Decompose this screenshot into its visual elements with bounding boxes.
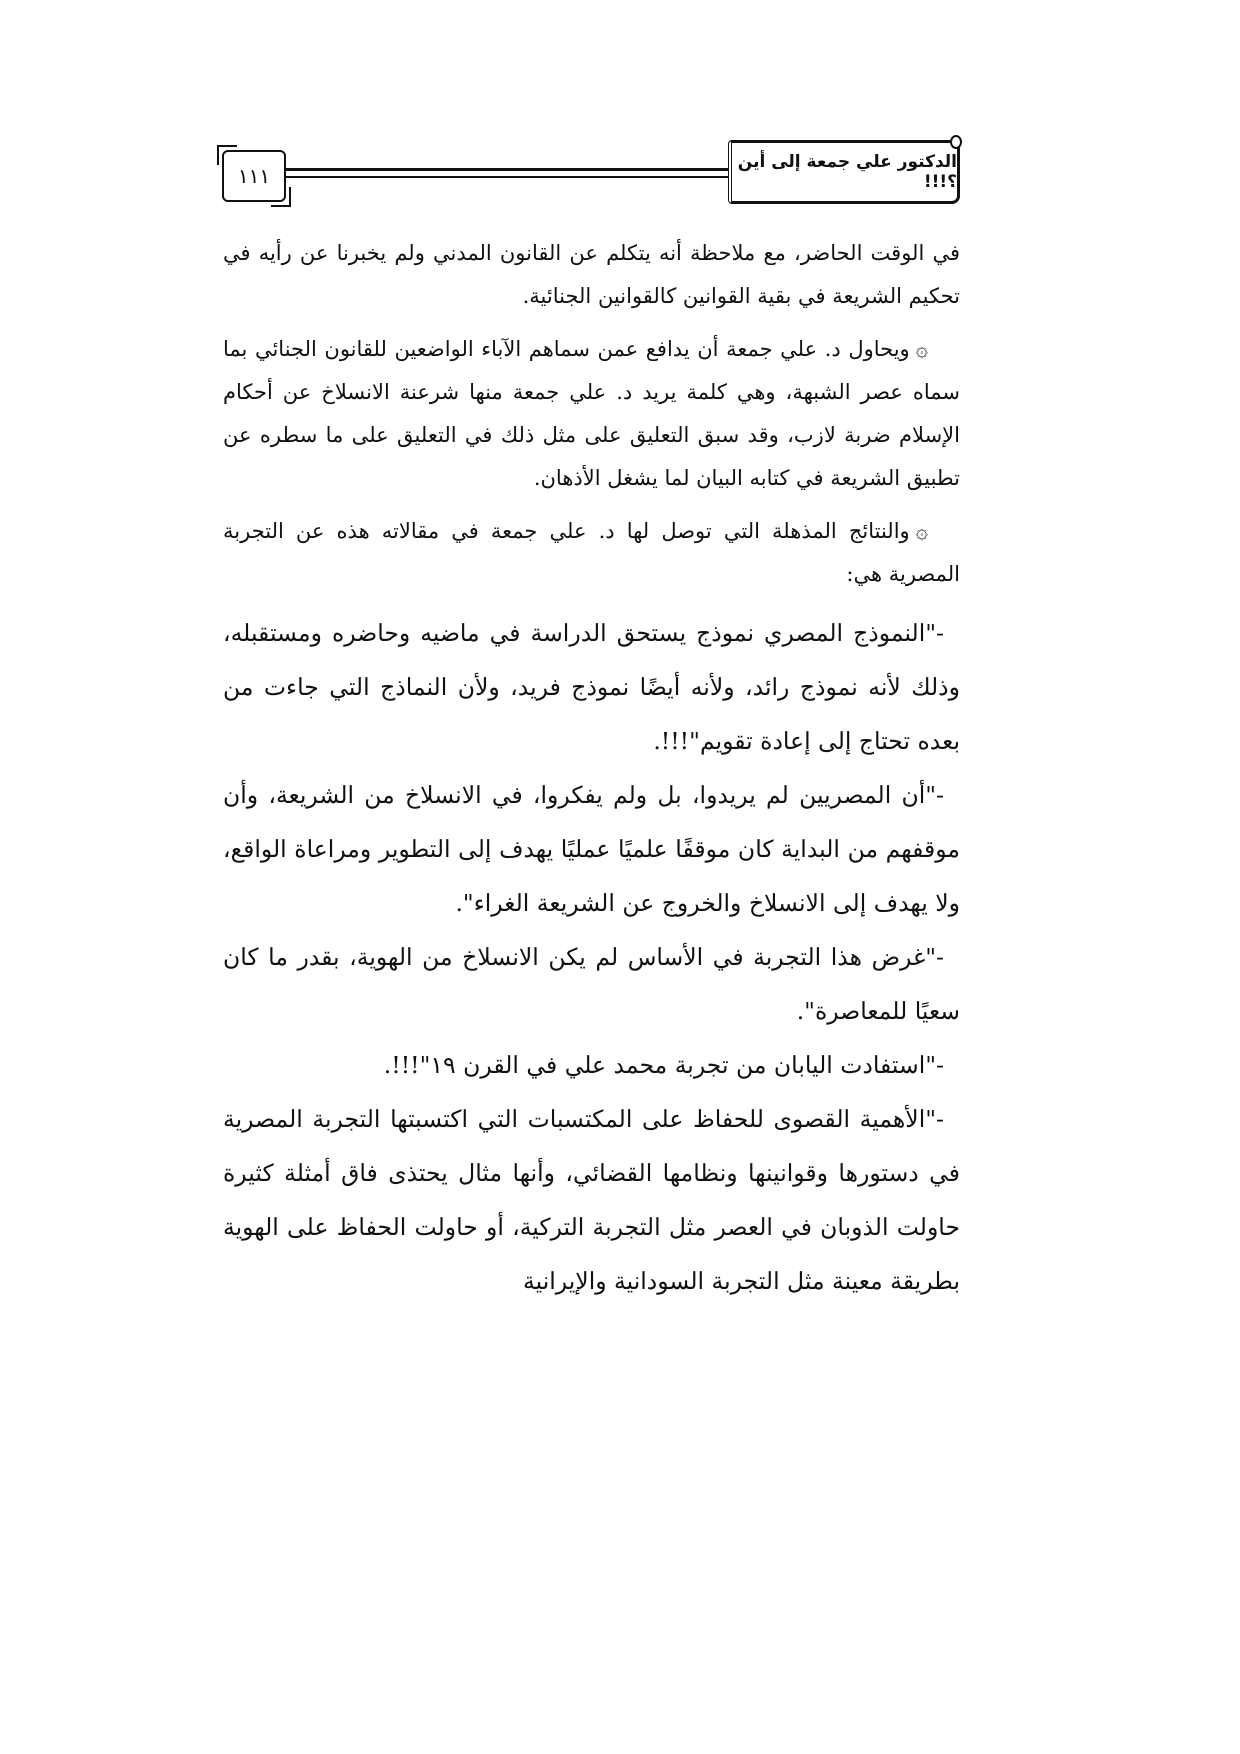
header-rule-top: [286, 168, 735, 171]
paragraph-2: [223, 328, 960, 500]
paragraph-2-text: ويحاول د. علي جمعة أن يدافع عمن سماهم الآباء الواضعين للقانون الجنائي بما سماه عصر الشبهة، وهي كلمة يريد د. علي جمعة منها شرعنة الانسلاخ عن أحكام الإسلام ضربة لازب، وقد سبق التعليق على مثل ذلك في التعليق على ما سطره عن تطبيق الشريعة في كتابه البيان لما يشغل الأذهان.: [223, 337, 960, 490]
paragraph-3-text: والنتائج المذهلة التي توصل لها د. علي جمعة في مقالاته هذه عن التجربة المصرية هي:: [223, 519, 960, 586]
quote-2: -"أن المصريين لم يريدوا، بل ولم يفكروا، في الانسلاخ من الشريعة، وأن موقفهم من البداية كان موقفًا علميًا عمليًا يهدف إلى التطوير ومراعاة الواقع، ولا يهدف إلى الانسلاخ والخروج عن الشريعة الغراء".: [223, 781, 960, 917]
paragraph-1: في الوقت الحاضر، مع ملاحظة أنه يتكلم عن القانون المدني ولم يخبرنا عن رأيه في تحكيم الشريعة في بقية القوانين كالقوانين الجنائية.: [223, 241, 960, 308]
ornament-icon: ۞: [915, 337, 928, 361]
page-number-frame: [222, 150, 286, 202]
ornament-icon: ۞: [915, 519, 928, 543]
page-number: ١١١: [237, 164, 271, 188]
running-title-scroll: [728, 140, 960, 204]
page-header: [222, 140, 960, 210]
header-rule-bottom: [286, 176, 735, 178]
quote-4: -"استفادت اليابان من تجربة محمد علي في القرن ١٩"!!!.: [383, 1051, 944, 1079]
quote-3: -"غرض هذا التجربة في الأساس لم يكن الانسلاخ من الهوية، بقدر ما كان سعيًا للمعاصرة".: [223, 943, 960, 1025]
page-body: [223, 232, 960, 1308]
quote-5: -"الأهمية القصوى للحفاظ على المكتسبات التي اكتسبتها التجربة المصرية في دستورها وقوانينها ونظامها القضائي، وأنها مثال يحتذى فاق أمثلة كثيرة حاولت الذوبان في العصر مثل التجربة التركية، أو حاولت الحفاظ على الهوية بطريقة معينة مثل التجربة السودانية والإيرانية: [223, 1105, 960, 1295]
paragraph-3: [223, 510, 960, 596]
quote-1: -"النموذج المصري نموذج يستحق الدراسة في ماضيه وحاضره ومستقبله، وذلك لأنه نموذج رائد، ولأنه أيضًا نموذج فريد، ولأن النماذج التي جاءت من بعده تحتاج إلى إعادة تقويم"!!!.: [223, 619, 960, 755]
running-title: الدكتور علي جمعة إلى أين ؟!!!: [737, 152, 957, 192]
